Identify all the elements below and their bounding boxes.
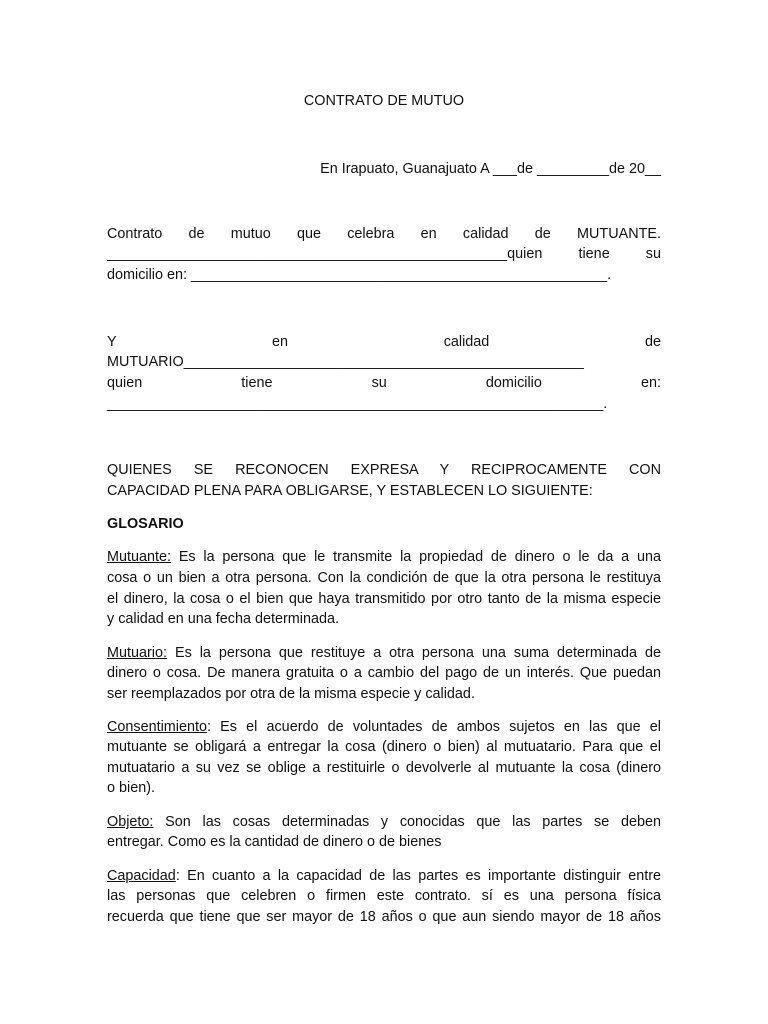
mutuario-line-3: quien tiene su domicilio en: [107,375,661,391]
glossary-mutuario-line-3: ser reemplazados por otra de la misma especie y calidad. [107,686,475,702]
glossary-heading: GLOSARIO [107,516,184,532]
mutuario-line-4: ______________________________________________________________. [107,396,608,412]
glossary-term-mutuante: Mutuante: [107,549,171,565]
glossary-capacidad-text-1: : En cuanto a la capacidad de las partes es importante distinguir entre [175,868,661,884]
glossary-mutuante-text-1: Es la persona que le transmite la propiedad de dinero o le da a una [178,549,661,565]
recognition-line-2: CAPACIDAD PLENA PARA OBLIGARSE, Y ESTABLECEN LO SIGUIENTE: [107,483,593,499]
glossary-mutuante-line-3: el dinero, la cosa o el bien que haya transmitido por otro tanto de la misma especie [107,591,661,607]
glossary-consentimiento-text-1: : Es el acuerdo de voluntades de ambos sujetos en las que el [207,719,661,735]
glossary-term-capacidad: Capacidad [107,868,176,884]
glossary-term-consentimiento: Consentimiento [107,719,207,735]
contract-title: CONTRATO DE MUTUO [303,93,465,109]
glossary-mutuario-text-1: Es la persona que restituye a otra persona una suma determinada de [174,645,661,661]
glossary-term-mutuario: Mutuario: [107,645,167,661]
mutuante-line-1: Contrato de mutuo que celebra en calidad de MUTUANTE. [107,226,661,242]
mutuante-line-3: domicilio en: ____________________________________________________. [107,267,612,283]
glossary-consentimiento-line-4: o bien). [107,780,155,796]
glossary-objeto-line-1 [107,812,661,832]
glossary-mutuario-line-1 [107,643,661,663]
mutuario-line-1: Y en calidad de [107,334,661,350]
glossary-capacidad-line-2: las personas que celebren o firmen este contrato. sí es una persona física [107,888,661,904]
glossary-consentimiento-line-2: mutuante se obligará a entregar la cosa (dinero o bien) al mutuatario. Para que el [107,739,661,755]
glossary-consentimiento-line-1 [107,717,661,737]
glossary-objeto-line-2: entregar. Como es la cantidad de dinero o de bienes [107,834,442,850]
glossary-objeto-text-1: Son las cosas determinadas y conocidas que las partes se deben [165,814,661,830]
glossary-term-objeto: Objeto: [107,814,154,830]
glossary-mutuario-line-2: dinero o cosa. De manera gratuita o a cambio del pago de un interés. Que puedan [107,665,661,681]
glossary-capacidad-line-1 [107,866,661,886]
place-date-line: En Irapuato, Guanajuato A ___de _________de 20__ [320,161,661,177]
mutuante-line-2: __________________________________________________quien tiene su [107,246,661,262]
mutuario-line-2: MUTUARIO__________________________________________________ [107,354,584,370]
glossary-capacidad-line-3: recuerda que tiene que ser mayor de 18 años o que aun siendo mayor de 18 años [107,909,661,925]
recognition-line-1: QUIENES SE RECONOCEN EXPRESA Y RECIPROCAMENTE CON [107,462,661,478]
glossary-mutuante-line-2: cosa o un bien a otra persona. Con la condición de que la otra persona le restituya [107,570,661,586]
glossary-consentimiento-line-3: mutuatario a su vez se oblige a restituirle o devolverle al mutuante la cosa (dinero [107,760,661,776]
glossary-mutuante-line-4: y calidad en una fecha determinada. [107,611,340,627]
glossary-mutuante-line-1 [107,547,661,567]
